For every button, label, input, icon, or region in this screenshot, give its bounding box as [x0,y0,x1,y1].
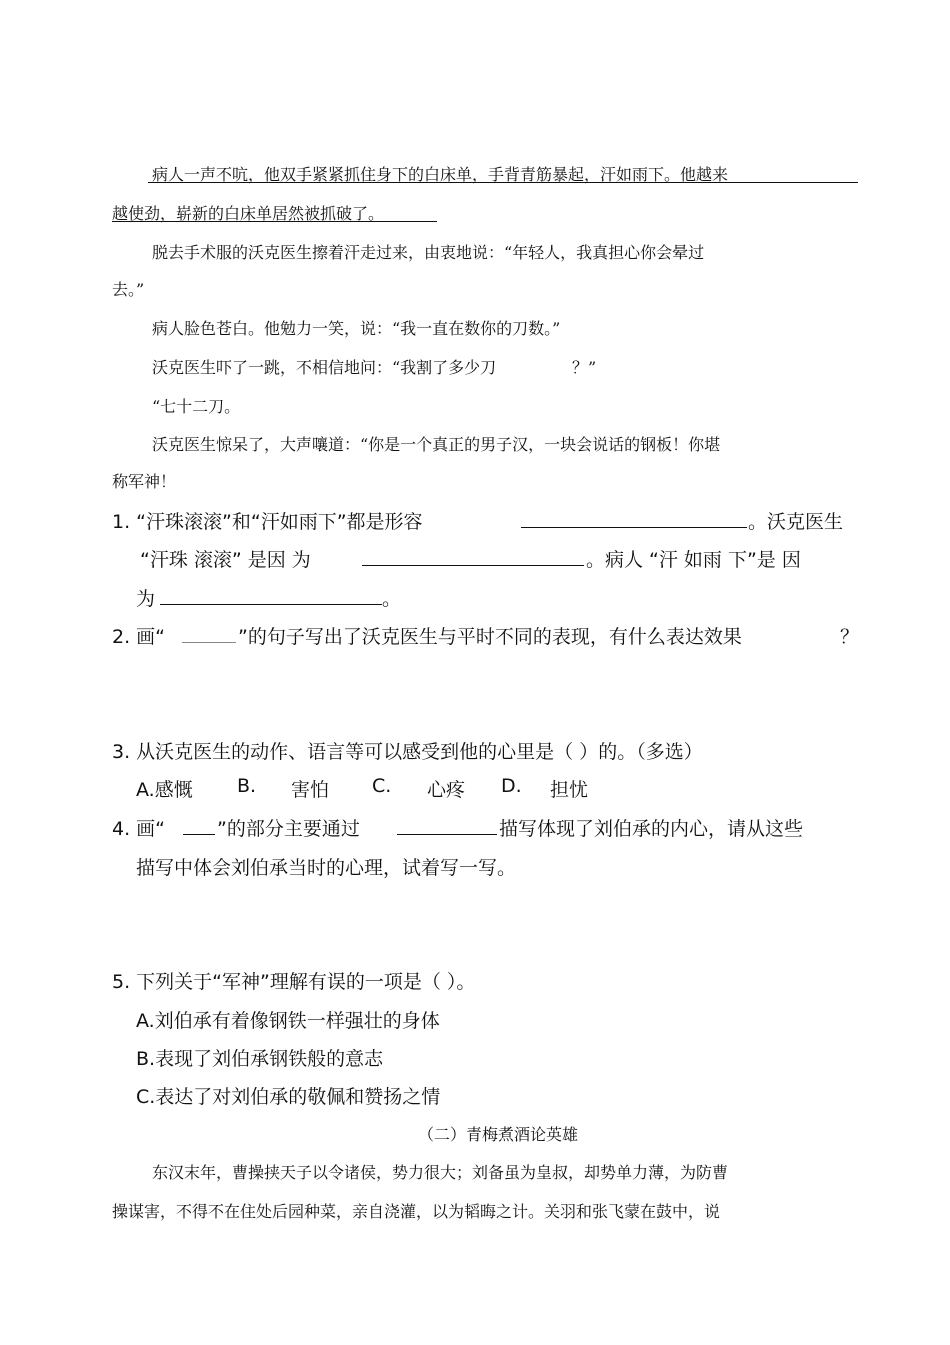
section-2-title: （二）青梅煮酒论英雄 [418,1125,579,1144]
passage-line-9: 称军神！ [112,472,177,491]
passage-line-5: 病人脸色苍白。他勉力一笑，说：“我一直在数你的刀数。” [152,319,561,338]
question-3-option-d[interactable]: D. [501,775,522,797]
question-2-text: ”的句子写出了沃克医生与平时不同的表现，有什么表达效果 [238,626,742,648]
answer-blank-3[interactable] [160,604,382,605]
question-2: 2. 画“ [112,626,166,648]
passage-line-1: 病人一声不吭，他双手紧紧抓住身下的白床单，手背青筋暴起，汗如雨下。他越来 [152,165,729,184]
question-1-line-3-end: 。 [382,588,402,610]
question-3-option-d-text: 担忧 [550,779,589,801]
question-1-line-1-end: 。沃克医生 [748,511,844,533]
underline-sample [182,642,236,643]
question-3-option-a[interactable]: A.感慨 [136,779,193,801]
question-1-line-2-end: 。病人 “汗 如雨 下”是 因 [586,549,801,571]
passage-line-2: 越使劲，崭新的白床单居然被抓破了。 [112,204,385,223]
underline-sample [183,834,215,835]
question-3-option-c-text: 心疼 [427,779,466,801]
question-3-option-b-text: 害怕 [291,779,330,801]
question-5-option-a[interactable]: A.刘伯承有着像钢铁一样强壮的身体 [136,1010,440,1032]
section-2-line-1: 东汉末年，曹操挟天子以令诸侯，势力很大；刘备虽为皇叔，却势单力薄，为防曹 [152,1163,729,1182]
answer-blank-1[interactable] [521,527,747,528]
underline-mark [148,182,800,183]
question-1-line-3: 为 [136,588,156,610]
question-4-text-end: 描写体现了刘伯承的内心，请从这些 [499,818,804,840]
passage-line-4: 去。” [112,280,145,299]
question-4-line-1: 4. 画“ [112,818,166,840]
question-5-option-b[interactable]: B.表现了刘伯承钢铁般的意志 [136,1048,384,1070]
question-5: 5. 下列关于“军神”理解有误的一项是（ ）。 [112,971,476,993]
question-3: 3. 从沃克医生的动作、语言等可以感受到他的心里是（ ）的。（多选） [112,741,703,763]
question-2-mark: ？ [840,626,860,648]
passage-line-3: 脱去手术服的沃克医生擦着汗走过来，由衷地说：“年轻人，我真担心你会晕过 [152,243,705,262]
answer-blank-4[interactable] [397,834,497,835]
passage-line-6-end: ？” [572,358,597,377]
passage-line-6: 沃克医生吓了一跳，不相信地问：“我割了多少刀 [152,358,497,377]
question-5-option-c[interactable]: C.表达了对刘伯承的敬佩和赞扬之情 [136,1086,441,1108]
underline-mark [800,182,858,183]
question-4-line-2: 描写中体会刘伯承当时的心理，试着写一写。 [136,857,517,879]
passage-line-7: “七十二刀。 [152,397,241,416]
question-1-line-2: “汗珠 滚滚” 是因 为 [140,549,311,571]
passage-line-8: 沃克医生惊呆了，大声嚷道：“你是一个真正的男子汉，一块会说话的钢板！你堪 [152,435,721,454]
answer-blank-2[interactable] [362,565,584,566]
question-3-option-b[interactable]: B. [237,775,257,797]
underline-mark [112,221,437,222]
question-4-text: ”的部分主要通过 [217,818,360,840]
question-1-line-1: 1. “汗珠滚滚”和“汗如雨下”都是形容 [112,511,423,533]
question-3-option-c[interactable]: C. [372,775,392,797]
section-2-line-2: 操谋害，不得不在住处后园种菜，亲自浇灌，以为韬晦之计。关羽和张飞蒙在鼓中，说 [112,1202,721,1221]
